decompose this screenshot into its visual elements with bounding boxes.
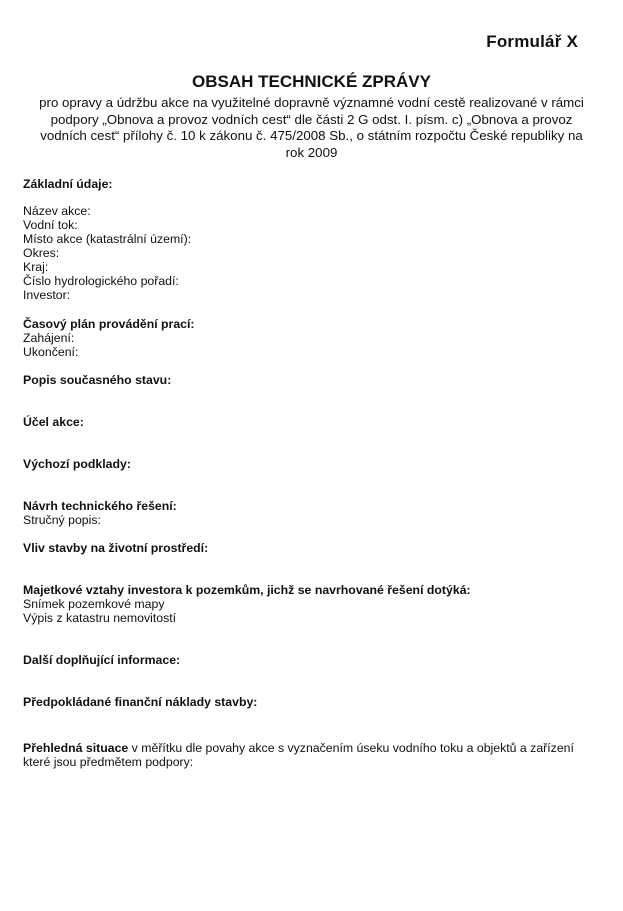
section-text: v měřítku dle povahy akce s vyznačením úseku vodního toku a objektů a zařízení — [128, 741, 574, 755]
section-heading: Časový plán provádění prací: — [23, 317, 195, 331]
section-overview-situation — [23, 741, 574, 769]
field-label: Místo akce (katastrální území): — [23, 232, 192, 246]
subtitle-line: pro opravy a údržbu akce na využitelné dopravně významné vodní cestě realizované v rámci — [39, 95, 584, 110]
section-heading: Výchozí podklady: — [23, 457, 131, 471]
field-label: Název akce: — [23, 204, 91, 218]
section-environment — [23, 541, 208, 555]
section-property-relations — [23, 583, 471, 625]
section-heading: Základní údaje: — [23, 177, 113, 191]
field-label: Zahájení: — [23, 331, 75, 345]
field-label: Snímek pozemkové mapy — [23, 597, 165, 611]
section-basic-data — [23, 177, 191, 302]
section-purpose — [23, 415, 84, 429]
section-heading: Přehledná situace — [23, 741, 129, 755]
section-source-documents — [23, 457, 131, 471]
section-heading: Účel akce: — [23, 415, 84, 429]
field-label: Okres: — [23, 246, 60, 260]
section-heading: Majetkové vztahy investora k pozemkům, jichž se navrhované řešení dotýká: — [23, 583, 471, 597]
section-schedule — [23, 317, 195, 359]
field-label: Investor: — [23, 288, 71, 302]
field-label: Vodní tok: — [23, 218, 78, 232]
document-subtitle — [22, 95, 601, 161]
form-label: Formulář X — [486, 32, 578, 51]
section-heading: Vliv stavby na životní prostředí: — [23, 541, 209, 555]
subtitle-line: vodních cest“ přílohy č. 10 k zákonu č. 475/2008 Sb., o státním rozpočtu České republiky na — [40, 128, 583, 143]
section-additional-info — [23, 653, 180, 667]
subtitle-line: rok 2009 — [285, 144, 338, 160]
section-text: které jsou předmětem podpory: — [23, 755, 194, 769]
section-heading: Popis současného stavu: — [23, 373, 172, 387]
document-title: OBSAH TECHNICKÉ ZPRÁVY — [192, 72, 431, 91]
section-heading: Předpokládané finanční náklady stavby: — [23, 695, 258, 709]
section-current-state — [23, 373, 171, 387]
section-costs — [23, 695, 257, 709]
section-heading: Další doplňující informace: — [23, 653, 181, 667]
field-label: Výpis z katastru nemovitostí — [23, 611, 177, 625]
field-label: Kraj: — [23, 260, 49, 274]
subtitle-line: podpory „Obnova a provoz vodních cest“ dle části 2 G odst. I. písm. c) „Obnova a provoz — [50, 111, 573, 127]
field-label: Ukončení: — [23, 345, 79, 359]
section-technical-design — [23, 499, 177, 527]
field-label: Stručný popis: — [23, 513, 101, 527]
field-label: Číslo hydrologického pořadí: — [23, 274, 179, 288]
section-heading: Návrh technického řešení: — [23, 499, 177, 513]
